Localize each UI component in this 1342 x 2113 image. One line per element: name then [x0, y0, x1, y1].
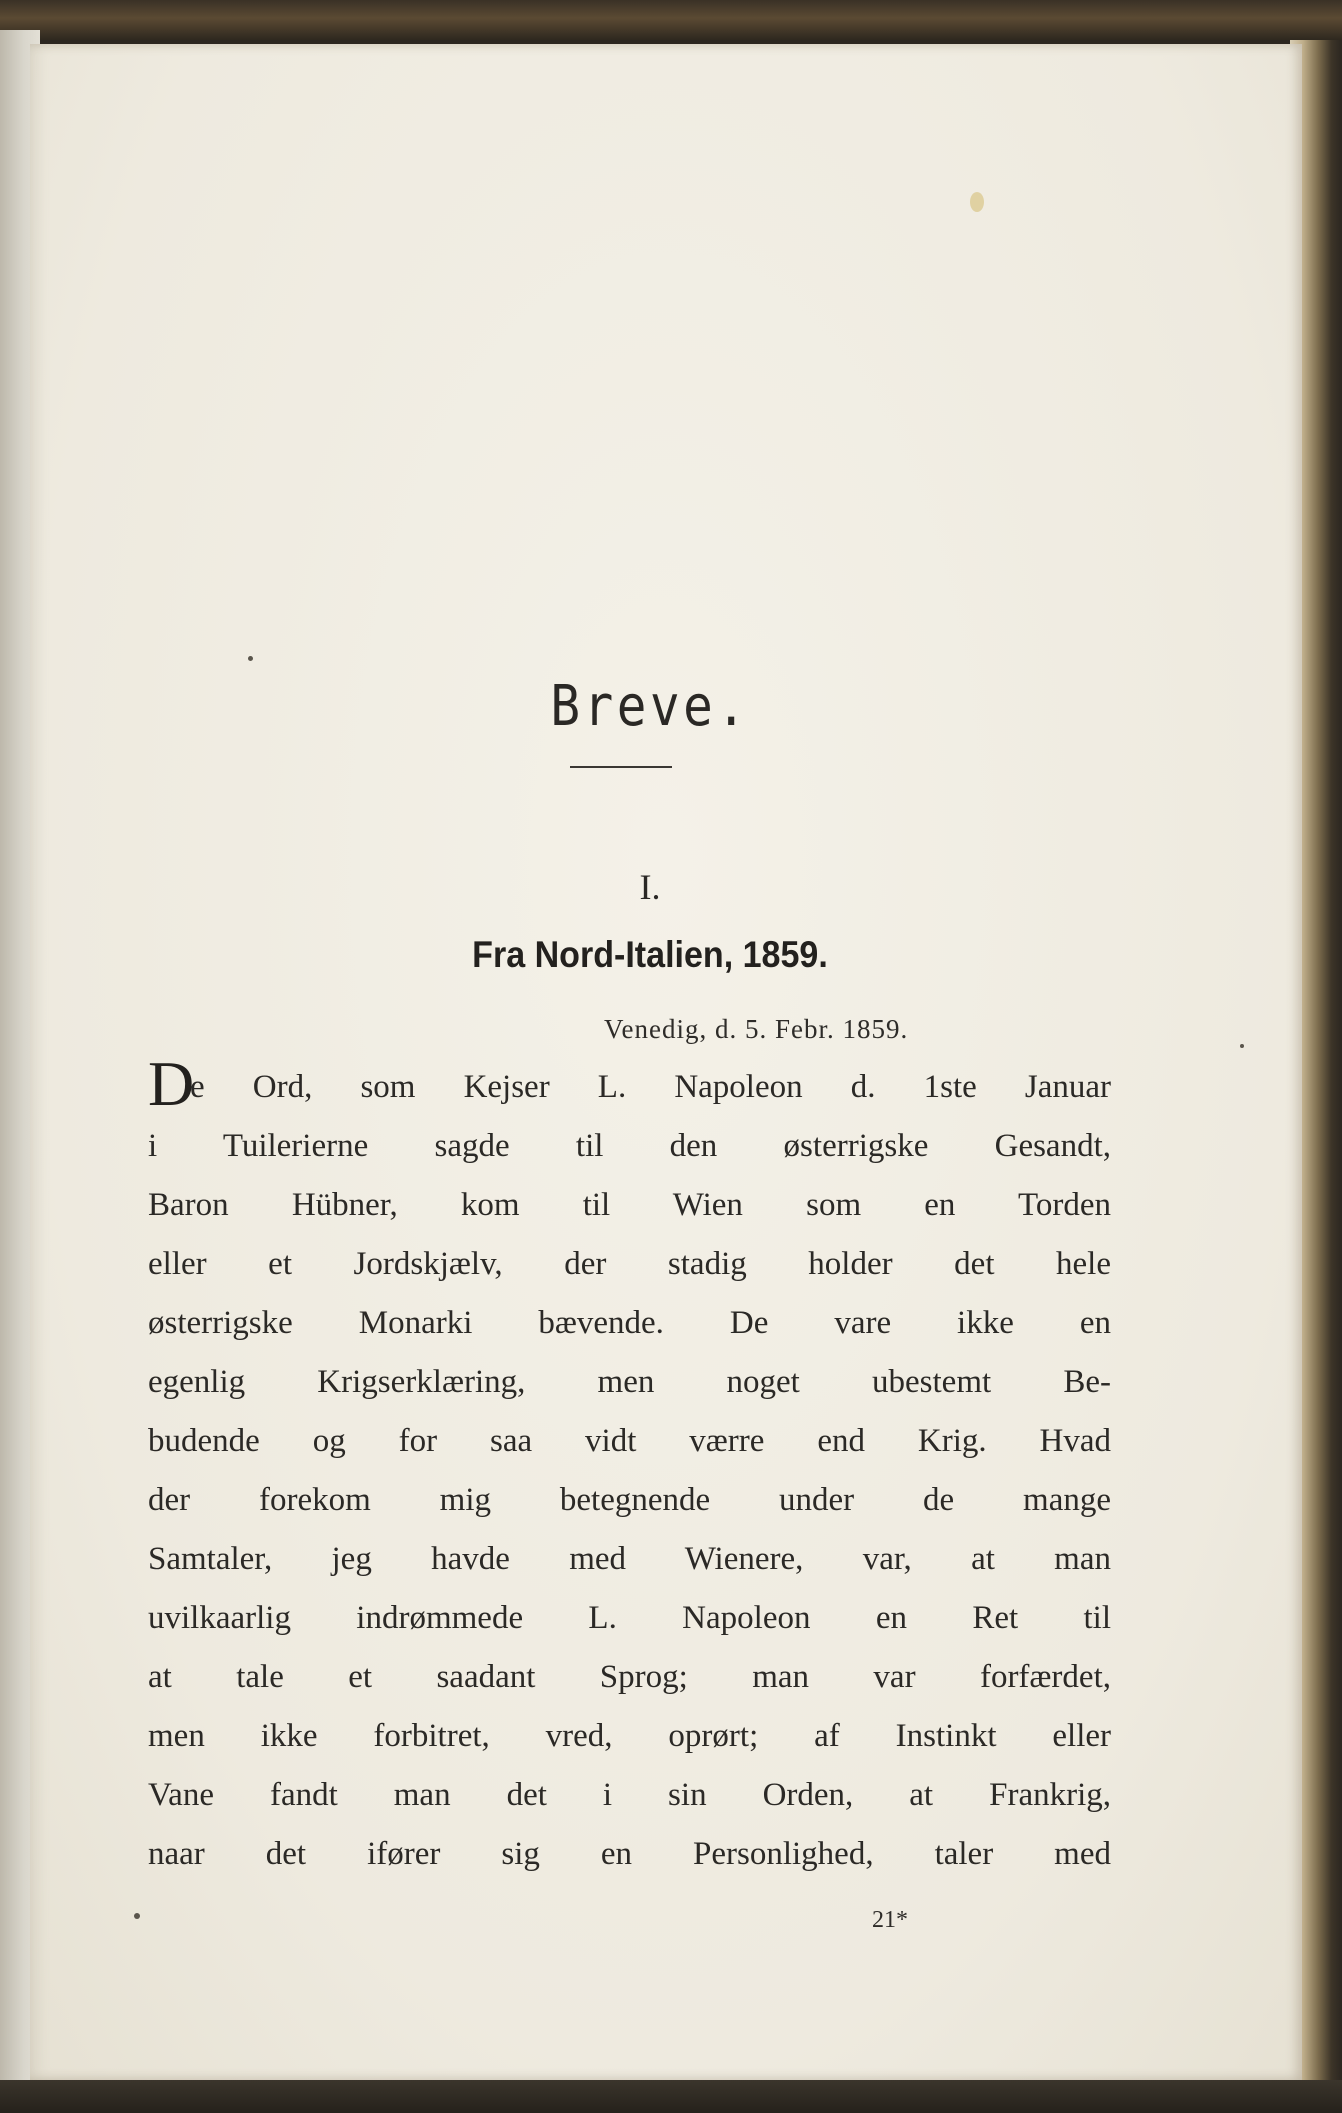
paper-speck — [134, 1913, 140, 1919]
letter-dateline: Venedig, d. 5. Febr. 1859. — [604, 1014, 909, 1044]
section-title: Fra Nord-Italien, 1859. — [472, 934, 828, 975]
paper-stain — [970, 192, 984, 212]
body-line: egenlig Krigserklæring, men noget ubestemt Be- — [148, 1364, 1111, 1400]
body-line: uvilkaarlig indrømmede L. Napoleon en Ret til — [148, 1600, 1111, 1636]
book-cover-top-edge — [0, 0, 1342, 40]
section-number: I. — [639, 867, 661, 907]
body-line: østerrigske Monarki bævende. De vare ikke en — [148, 1305, 1111, 1341]
body-line: eller et Jordskjælv, der stadig holder det hele — [148, 1246, 1111, 1282]
book-page — [30, 44, 1302, 2080]
body-line: men ikke forbitret, vred, oprørt; af Instinkt eller — [148, 1718, 1111, 1754]
page-number: 21* — [872, 1907, 908, 1933]
body-line: naar det ifører sig en Personlighed, taler med — [148, 1836, 1111, 1872]
body-line: Vane fandt man det i sin Orden, at Frankrig, — [148, 1777, 1111, 1813]
body-line: i Tuilerierne sagde til den østerrigske Gesandt, — [148, 1128, 1111, 1164]
paper-speck — [248, 656, 253, 661]
body-line: e Ord, som Kejser L. Napoleon d. 1ste Januar — [190, 1069, 1111, 1105]
paper-speck — [1240, 1044, 1244, 1048]
body-line: der forekom mig betegnende under de mange — [148, 1482, 1111, 1518]
book-cover-bottom-edge — [0, 2080, 1342, 2113]
body-line: Samtaler, jeg havde med Wienere, var, at man — [148, 1541, 1111, 1577]
body-line: at tale et saadant Sprog; man var forfærdet, — [148, 1659, 1111, 1695]
body-line: Baron Hübner, kom til Wien som en Torden — [148, 1187, 1111, 1223]
chapter-heading: Breve. — [550, 674, 750, 739]
body-line: budende og for saa vidt værre end Krig. Hvad — [148, 1423, 1111, 1459]
heading-divider — [570, 766, 672, 768]
drop-cap: D — [148, 1048, 195, 1119]
